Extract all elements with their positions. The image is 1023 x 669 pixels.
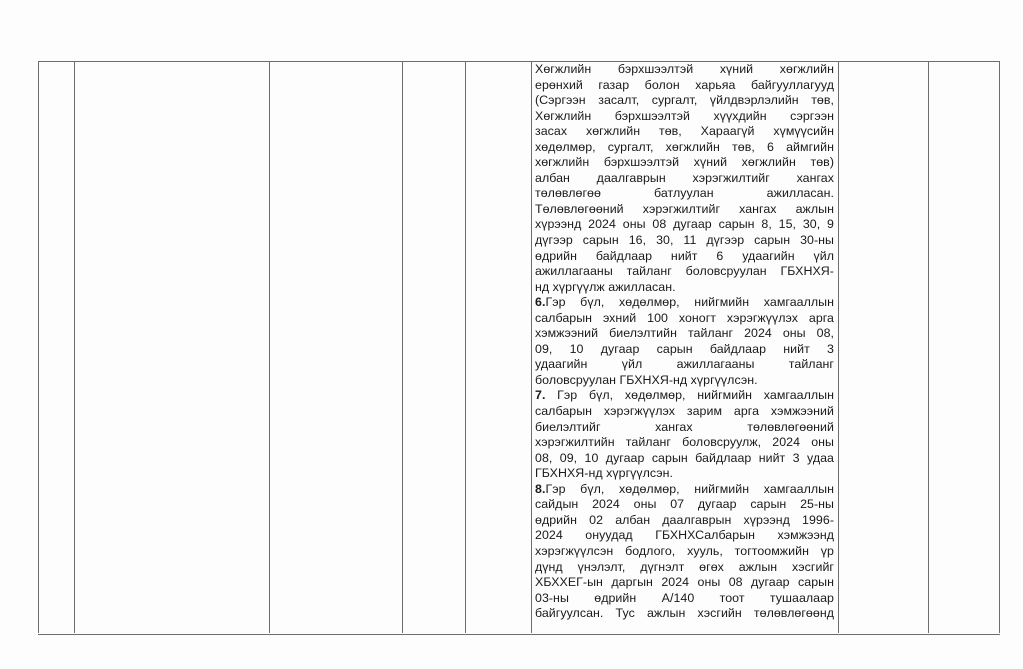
text-line [535, 202, 834, 218]
text-line [535, 186, 834, 202]
line-text: төлөвлөгөө батлуулан ажилласан. [535, 186, 834, 201]
line-text: хүрээнд 2024 оны 08 дугаар сарын 8, 15, 30, 9 [535, 217, 834, 232]
text-line [535, 311, 834, 327]
text-line [535, 466, 834, 482]
text-line [535, 404, 834, 420]
column-border [531, 61, 532, 633]
column-border [269, 61, 270, 633]
line-text: өдрийн 02 албан даалгаврын хүрээнд 1996- [535, 512, 834, 527]
line-text: дүгээр сарын 16, 30, 11 дүгээр сарын 30-ны [535, 233, 834, 248]
text-line [535, 233, 834, 249]
line-text: салбарын эхний 100 хоногт хэрэгжүүлэх арга [535, 310, 834, 325]
text-line [535, 342, 834, 358]
text-line [535, 388, 834, 404]
table-frame [38, 61, 1000, 635]
column-border [999, 61, 1000, 633]
line-text: ажиллагааны тайланг боловсруулан ГБХНХЯ- [535, 264, 834, 279]
line-text: ХБХХЕГ-ын даргын 2024 оны 08 дугаар сарын [535, 575, 834, 590]
line-text: байгуулсан. Тус ажлын хэсгийн төлөвлөгөөнд [535, 606, 834, 621]
text-line [535, 155, 834, 171]
text-line [535, 606, 834, 622]
text-line [535, 295, 834, 311]
text-line [535, 109, 834, 125]
line-text: боловсруулан ГБХНХЯ-нд хүргүүлсэн. [535, 372, 758, 387]
line-text: удаагийн үйл ажиллагааны тайланг [535, 357, 834, 372]
column-border [74, 61, 75, 633]
item-number: 7. [535, 388, 546, 403]
item-number: 6. [535, 295, 546, 310]
line-text: 09, 10 дугаар сарын байдлаар нийт 3 [535, 341, 834, 356]
column-border [38, 61, 39, 633]
column-border [838, 61, 839, 633]
item-number: 8. [535, 481, 546, 496]
line-text: Гэр бүл, хөдөлмөр, нийгмийн хамгааллын [545, 388, 834, 403]
text-line [535, 93, 834, 109]
text-line [535, 528, 834, 544]
line-text: Хөгжлийн бэрхшээлтэй хүүхдийн сэргээн [535, 108, 834, 123]
text-line [535, 78, 834, 94]
text-line [535, 513, 834, 529]
line-text: албан даалгаврын хэрэгжилтийг хангах [535, 170, 834, 185]
text-line [535, 326, 834, 342]
text-line [535, 420, 834, 436]
text-line [535, 544, 834, 560]
line-text: өдрийн байдлаар нийт 6 удаагийн үйл [535, 248, 834, 263]
column-border [402, 61, 403, 633]
line-text: биелэлтийг хангах төлөвлөгөөний [535, 419, 834, 434]
text-line [535, 264, 834, 280]
line-text: сайдын 2024 оны 07 дугаар сарын 25-ны [535, 497, 834, 512]
line-text: 2024 онуудад ГБХНХСалбарын хэмжээнд [535, 528, 834, 543]
line-text: хэрэгжүүлсэн бодлого, хууль, тогтоомжийн үр [535, 543, 834, 558]
line-text: хөдөлмөр, сургалт, хөгжлийн төв, 6 аймгийн [535, 139, 834, 154]
line-text: дүнд үнэлэлт, дүгнэлт өгөх ажлын хэсгийг [535, 559, 834, 574]
line-text: Төлөвлөгөөний хэрэгжилтийг хангах ажлын [535, 201, 834, 216]
text-line [535, 171, 834, 187]
text-line [535, 217, 834, 233]
line-text: салбарын хэрэгжүүлэх зарим арга хэмжээний [535, 404, 834, 419]
text-line [535, 280, 834, 296]
text-line [535, 451, 834, 467]
text-line [535, 124, 834, 140]
text-line [535, 435, 834, 451]
text-line [535, 591, 834, 607]
line-text: (Сэргээн засалт, сургалт, үйлдвэрлэлийн төв, [535, 93, 834, 108]
text-line [535, 497, 834, 513]
text-line [535, 373, 834, 389]
line-text: ГБХНХЯ-нд хүргүүлсэн. [535, 466, 674, 481]
line-text: засах хөгжлийн төв, Хараагүй хүмүүсийн [535, 124, 834, 139]
text-line [535, 62, 834, 78]
line-text: 03-ны өдрийн А/140 тоот тушаалаар [535, 590, 834, 605]
text-line [535, 560, 834, 576]
text-line [535, 357, 834, 373]
line-text: хэмжээний биелэлтийн тайланг 2024 оны 08, [535, 326, 834, 341]
text-line [535, 482, 834, 498]
line-text: Гэр бүл, хөдөлмөр, нийгмийн хамгааллын [545, 295, 834, 310]
line-text: 08, 09, 10 дугаар сарын байдлаар нийт 3 удаа [535, 450, 834, 465]
line-text: хөгжлийн бэрхшээлтэй хүний хөгжлийн төв) [535, 155, 834, 170]
column-border [465, 61, 466, 633]
text-line [535, 575, 834, 591]
column-border [928, 61, 929, 633]
table-cell-text [535, 62, 834, 622]
line-text: Гэр бүл, хөдөлмөр, нийгмийн хамгааллын [545, 481, 834, 496]
line-text: ерөнхий газар болон харьяа байгууллагууд [535, 77, 834, 92]
line-text: нд хүргүүлж ажилласан. [535, 279, 676, 294]
text-line [535, 140, 834, 156]
line-text: хэрэгжилтийн тайланг боловсруулж, 2024 оны [535, 435, 834, 450]
text-line [535, 249, 834, 265]
line-text: Хөгжлийн бэрхшээлтэй хүний хөгжлийн [535, 62, 834, 76]
